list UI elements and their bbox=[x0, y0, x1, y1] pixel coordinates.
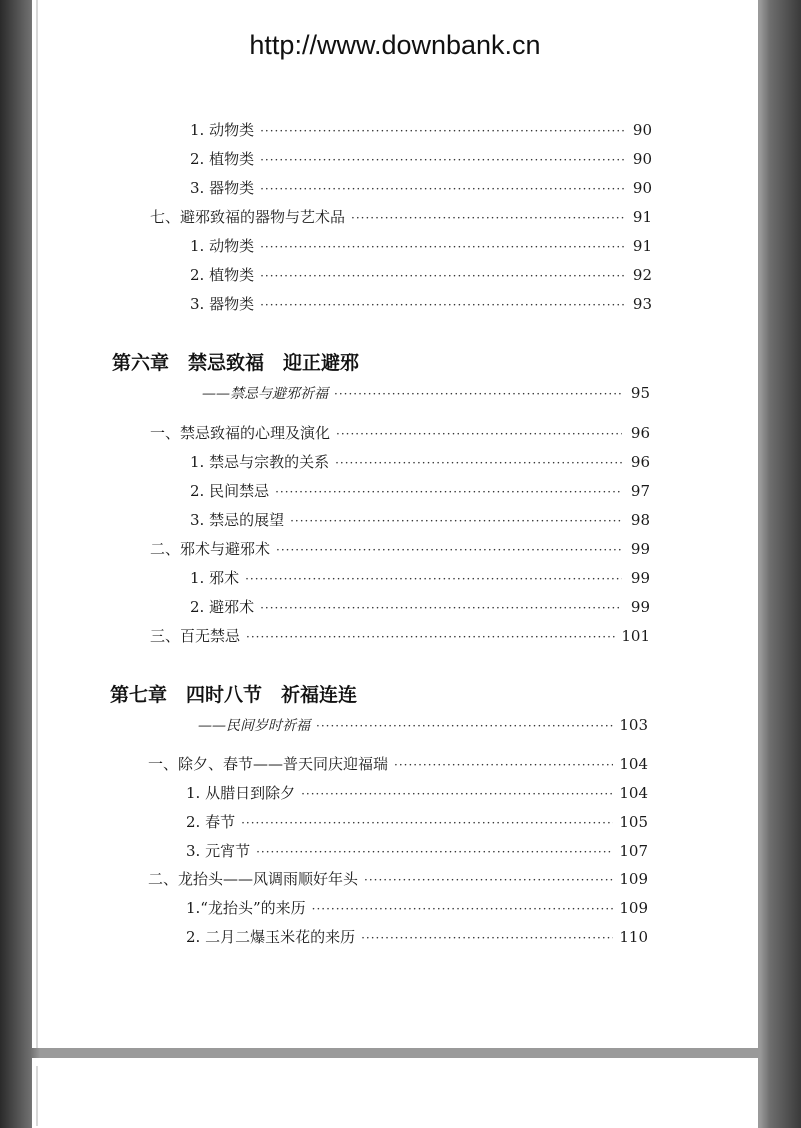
leader-dots bbox=[335, 453, 622, 473]
toc-entry-title: 七、避邪致福的器物与艺术品 bbox=[150, 208, 346, 226]
toc-entry-page: 104 bbox=[619, 784, 648, 802]
toc-entry-title: 1. 邪术 bbox=[190, 569, 240, 587]
toc-entry-page: 98 bbox=[630, 511, 650, 529]
toc-entry[interactable] bbox=[186, 898, 648, 919]
toc-entry-title: 1.“龙抬头”的来历 bbox=[186, 899, 306, 917]
toc-entry-page: 105 bbox=[619, 813, 648, 831]
leader-dots bbox=[312, 899, 614, 919]
leader-dots bbox=[260, 266, 624, 286]
toc-entry-page: 96 bbox=[630, 453, 650, 471]
toc-entry-title: 二、龙抬头——风调雨顺好年头 bbox=[148, 870, 359, 888]
toc-entry[interactable] bbox=[186, 841, 648, 862]
toc-entry-title: 3. 器物类 bbox=[190, 179, 255, 197]
toc-entry-title: 2. 民间禁忌 bbox=[190, 482, 270, 500]
toc-entry[interactable] bbox=[190, 120, 652, 141]
toc-entry-page: 103 bbox=[619, 716, 648, 734]
toc-entry-page: 96 bbox=[630, 424, 650, 442]
leader-dots bbox=[260, 179, 624, 199]
toc-entry-title: 一、禁忌致福的心理及演化 bbox=[150, 424, 331, 442]
toc-entry[interactable] bbox=[186, 783, 648, 804]
header-url: http://www.downbank.cn bbox=[249, 30, 541, 60]
toc-entry-title: 三、百无禁忌 bbox=[150, 627, 241, 645]
toc-entry[interactable] bbox=[148, 754, 648, 775]
toc-entry[interactable] bbox=[186, 927, 648, 948]
toc-entry[interactable] bbox=[190, 294, 652, 315]
toc-entry-title: 2. 避邪术 bbox=[190, 598, 255, 616]
toc-entry-page: 99 bbox=[630, 540, 650, 558]
document-page bbox=[32, 0, 758, 1048]
toc-entry-page: 90 bbox=[632, 150, 652, 168]
toc-entry-title: 2. 植物类 bbox=[190, 150, 255, 168]
toc-entry[interactable] bbox=[190, 597, 650, 618]
toc-entry-title: 2. 植物类 bbox=[190, 266, 255, 284]
leader-dots bbox=[246, 627, 615, 647]
leader-dots bbox=[241, 813, 613, 833]
leader-dots bbox=[364, 870, 613, 890]
toc-entry-page: 95 bbox=[630, 384, 650, 402]
toc-entry-page: 97 bbox=[630, 482, 650, 500]
leader-dots bbox=[260, 295, 624, 315]
toc-entry[interactable] bbox=[150, 207, 652, 228]
toc-entry-title: 1. 从腊日到除夕 bbox=[186, 784, 296, 802]
leader-dots bbox=[361, 928, 613, 948]
leader-dots bbox=[336, 424, 622, 444]
leader-dots bbox=[351, 208, 624, 228]
next-page bbox=[32, 1058, 758, 1128]
toc-entry-title: ——禁忌与避邪祈福 bbox=[202, 386, 328, 402]
chapter-subtitle[interactable] bbox=[202, 383, 650, 404]
chapter-subtitle[interactable] bbox=[198, 715, 648, 736]
toc-entry[interactable] bbox=[150, 423, 650, 444]
toc-entry-title: 3. 禁忌的展望 bbox=[190, 511, 285, 529]
toc-entry[interactable] bbox=[190, 236, 652, 257]
toc-entry-page: 99 bbox=[630, 598, 650, 616]
leader-dots bbox=[260, 598, 622, 618]
leader-dots bbox=[245, 569, 622, 589]
toc-entry-page: 90 bbox=[632, 121, 652, 139]
toc-entry-page: 92 bbox=[632, 266, 652, 284]
toc-entry[interactable] bbox=[150, 539, 650, 560]
toc-entry[interactable] bbox=[190, 265, 652, 286]
leader-dots bbox=[275, 482, 622, 502]
leader-dots bbox=[256, 842, 613, 862]
toc-entry[interactable] bbox=[190, 510, 650, 531]
chapter-heading[interactable]: 第六章 禁忌致福 迎正避邪 bbox=[112, 352, 360, 374]
toc-entry-page: 109 bbox=[619, 870, 648, 888]
toc-entry[interactable] bbox=[150, 626, 650, 647]
leader-dots bbox=[394, 755, 613, 775]
toc-entry-title: 2. 二月二爆玉米花的来历 bbox=[186, 928, 356, 946]
toc-entry-title: 2. 春节 bbox=[186, 813, 236, 831]
toc-entry[interactable] bbox=[190, 481, 650, 502]
leader-dots bbox=[276, 540, 622, 560]
toc-entry-page: 101 bbox=[621, 627, 650, 645]
toc-entry-page: 91 bbox=[632, 237, 652, 255]
toc-entry-title: 1. 动物类 bbox=[190, 237, 255, 255]
leader-dots bbox=[334, 384, 622, 404]
toc-entry-page: 107 bbox=[619, 842, 648, 860]
leader-dots bbox=[316, 716, 613, 736]
toc-entry-title: ——民间岁时祈福 bbox=[198, 718, 310, 734]
toc-entry-page: 91 bbox=[632, 208, 652, 226]
toc-entry-page: 99 bbox=[630, 569, 650, 587]
toc-entry-title: 二、邪术与避邪术 bbox=[150, 540, 271, 558]
toc-entry[interactable] bbox=[190, 568, 650, 589]
toc-entry-page: 104 bbox=[619, 755, 648, 773]
toc-entry-page: 109 bbox=[619, 899, 648, 917]
toc-entry[interactable] bbox=[190, 178, 652, 199]
leader-dots bbox=[301, 784, 613, 804]
toc-entry[interactable] bbox=[190, 452, 650, 473]
leader-dots bbox=[260, 237, 624, 257]
toc-entry[interactable] bbox=[148, 869, 648, 890]
toc-entry[interactable] bbox=[190, 149, 652, 170]
toc-entry-title: 3. 器物类 bbox=[190, 295, 255, 313]
toc-entry-title: 1. 禁忌与宗教的关系 bbox=[190, 453, 330, 471]
toc-entry-page: 90 bbox=[632, 179, 652, 197]
toc-entry-title: 一、除夕、春节——普天同庆迎福瑞 bbox=[148, 755, 389, 773]
leader-dots bbox=[260, 121, 624, 141]
toc-entry-page: 93 bbox=[632, 295, 652, 313]
toc-entry-page: 110 bbox=[619, 928, 648, 946]
leader-dots bbox=[260, 150, 624, 170]
toc-entry[interactable] bbox=[186, 812, 648, 833]
leader-dots bbox=[290, 511, 622, 531]
toc-entry-title: 1. 动物类 bbox=[190, 121, 255, 139]
chapter-heading[interactable]: 第七章 四时八节 祈福连连 bbox=[110, 684, 358, 706]
toc-entry-title: 3. 元宵节 bbox=[186, 842, 251, 860]
